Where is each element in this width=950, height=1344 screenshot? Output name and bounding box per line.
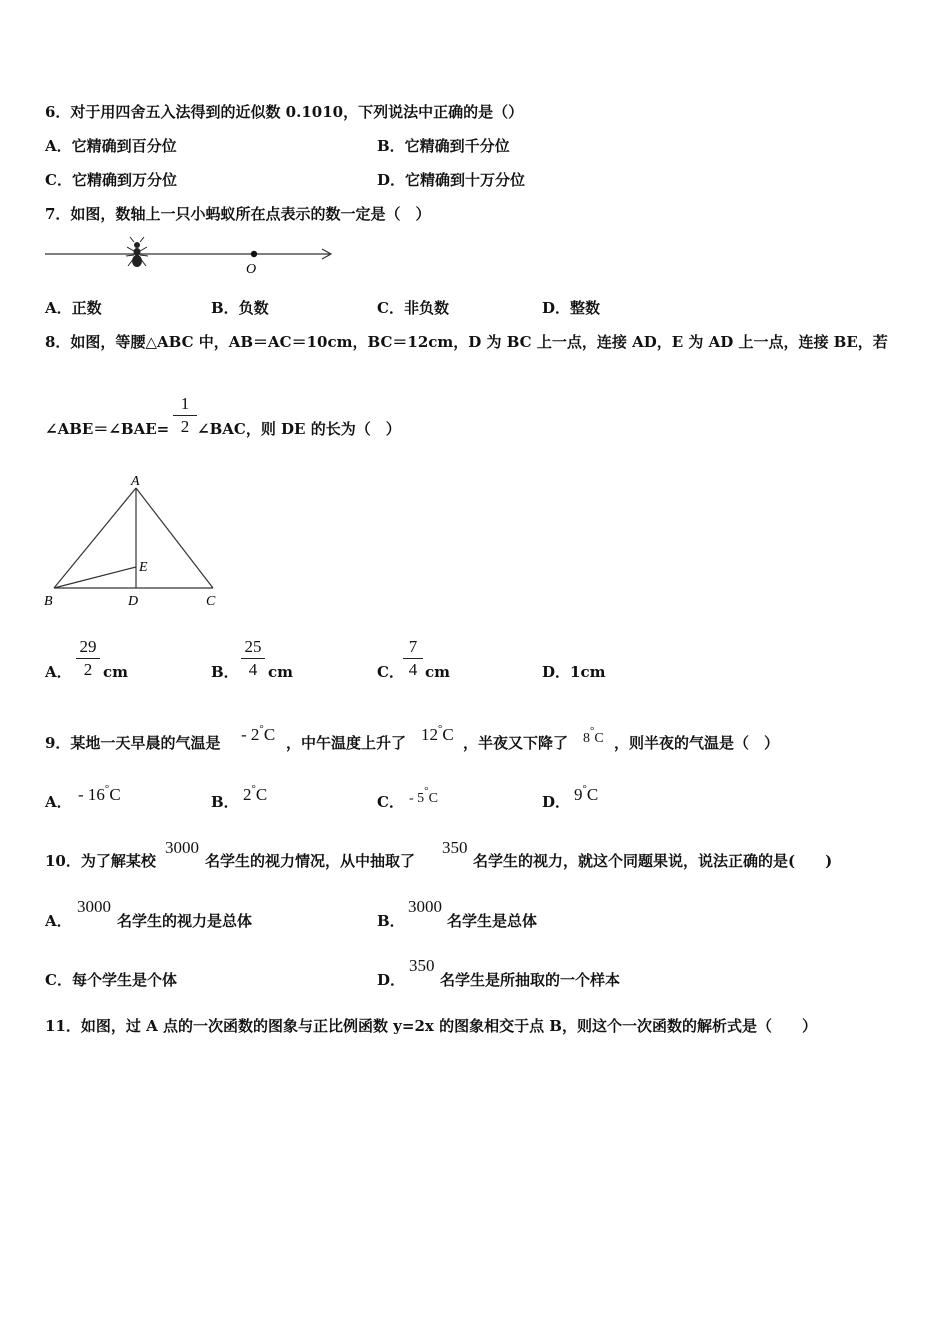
q10-sample-size: 350 bbox=[442, 838, 468, 857]
origin-point bbox=[251, 251, 257, 257]
fraction-numerator: 25 bbox=[241, 636, 265, 659]
q9-option-a-value: - 16°C bbox=[78, 783, 121, 804]
q8-option-a-fraction bbox=[76, 636, 100, 681]
q7-option-c: C．非负数 bbox=[377, 299, 449, 317]
q8-option-b-label: B． bbox=[211, 663, 239, 681]
q10-option-b-label: B． bbox=[377, 912, 405, 930]
q6-option-b: B．它精确到千分位 bbox=[377, 137, 510, 155]
vertex-b-label: B bbox=[44, 594, 53, 609]
point-d-label: D bbox=[128, 594, 139, 609]
q7-stem: 7．如图，数轴上一只小蚂蚁所在点表示的数一定是（ ） bbox=[45, 205, 431, 223]
side-ab bbox=[54, 488, 136, 588]
point-e-label: E bbox=[139, 560, 148, 575]
q6-option-c: C．它精确到万分位 bbox=[45, 171, 177, 189]
q10-option-b-text: 名学生是总体 bbox=[447, 912, 538, 930]
fraction-numerator: 7 bbox=[403, 636, 423, 659]
q7-option-d: D．整数 bbox=[542, 299, 601, 317]
fraction-denominator: 4 bbox=[408, 660, 418, 679]
q9-stem-part1: 9．某地一天早晨的气温是 bbox=[45, 734, 221, 752]
q9-temp-rise: 12°C bbox=[421, 723, 454, 744]
q8-stem-line2b: ∠BAC，则 DE 的长为（ ） bbox=[197, 420, 401, 438]
q10-stem-part3: 名学生的视力，就这个同题果说，说法正确的是( ) bbox=[473, 852, 833, 870]
triangle-figure bbox=[40, 470, 230, 612]
q6-option-d: D．它精确到十万分位 bbox=[377, 171, 526, 189]
q6-stem: 6．对于用四舍五入法得到的近似数 0.1010，下列说法中正确的是（） bbox=[45, 103, 524, 121]
q9-option-d-value: 9°C bbox=[574, 783, 599, 804]
ant-icon bbox=[126, 237, 148, 267]
q9-option-c-value: - 5°C bbox=[409, 785, 438, 806]
q10-option-a-label: A． bbox=[45, 912, 72, 930]
q9-option-b-value: 2°C bbox=[243, 783, 268, 804]
q10-option-d-text: 名学生是所抽取的一个样本 bbox=[440, 971, 621, 989]
q9-temp-drop: 8°C bbox=[583, 725, 604, 746]
q10-option-d-label: D． bbox=[377, 971, 406, 989]
number-line-figure bbox=[40, 236, 340, 278]
q10-option-c: C．每个学生是个体 bbox=[45, 971, 177, 989]
fraction-denominator: 2 bbox=[180, 417, 190, 436]
q8-option-c-label: C． bbox=[377, 663, 404, 681]
q9-stem-part2: ，中午温度上升了 bbox=[286, 734, 407, 752]
q7-option-a: A．正数 bbox=[45, 299, 102, 317]
q9-temp-morning: - 2°C bbox=[241, 723, 276, 744]
q10-option-d-number: 350 bbox=[409, 956, 435, 975]
segment-be bbox=[54, 567, 136, 588]
q9-stem-part4: ，则半夜的气温是（ ） bbox=[614, 734, 780, 752]
fraction-numerator: 1 bbox=[173, 393, 197, 416]
origin-label: O bbox=[246, 262, 257, 277]
q10-option-a-text: 名学生的视力是总体 bbox=[117, 912, 253, 930]
q10-stem-part1: 10．为了解某校 bbox=[45, 852, 156, 870]
q7-option-b: B．负数 bbox=[211, 299, 269, 317]
q8-option-d: D．1cm bbox=[542, 663, 606, 681]
q6-option-a: A．它精确到百分位 bbox=[45, 137, 177, 155]
q9-option-c-label: C． bbox=[377, 793, 404, 811]
q9-option-b-label: B． bbox=[211, 793, 239, 811]
q8-stem-line1: 8．如图，等腰△ABC 中，AB＝AC＝10cm，BC＝12cm，D 为 BC 上一点，连接 AD，E 为 AD 上一点，连接 BE，若 bbox=[45, 333, 888, 351]
vertex-a-label: A bbox=[131, 474, 140, 489]
q8-option-a-unit: cm bbox=[103, 663, 129, 681]
q8-option-a-label: A． bbox=[45, 663, 72, 681]
q11-stem: 11．如图，过 A 点的一次函数的图象与正比例函数 y=2x 的图象相交于点 B，则这个一次函数的解析式是（ ） bbox=[45, 1017, 817, 1035]
fraction-numerator: 29 bbox=[76, 636, 100, 659]
q10-total-students: 3000 bbox=[165, 838, 199, 857]
q8-half-fraction bbox=[173, 393, 197, 438]
q8-option-c-unit: cm bbox=[425, 663, 451, 681]
q9-option-d-label: D． bbox=[542, 793, 571, 811]
q10-option-a-number: 3000 bbox=[77, 897, 111, 916]
q8-option-b-fraction bbox=[241, 636, 265, 681]
fraction-denominator: 2 bbox=[83, 660, 93, 679]
q10-stem-part2: 名学生的视力情况，从中抽取了 bbox=[205, 852, 416, 870]
q8-option-b-unit: cm bbox=[268, 663, 294, 681]
fraction-denominator: 4 bbox=[248, 660, 258, 679]
q10-option-b-number: 3000 bbox=[408, 897, 442, 916]
q9-option-a-label: A． bbox=[45, 793, 72, 811]
q9-stem-part3: ，半夜又下降了 bbox=[463, 734, 569, 752]
vertex-c-label: C bbox=[206, 594, 216, 609]
q8-stem-line2a: ∠ABE＝∠BAE= bbox=[45, 420, 170, 438]
q8-option-c-fraction bbox=[403, 636, 423, 681]
